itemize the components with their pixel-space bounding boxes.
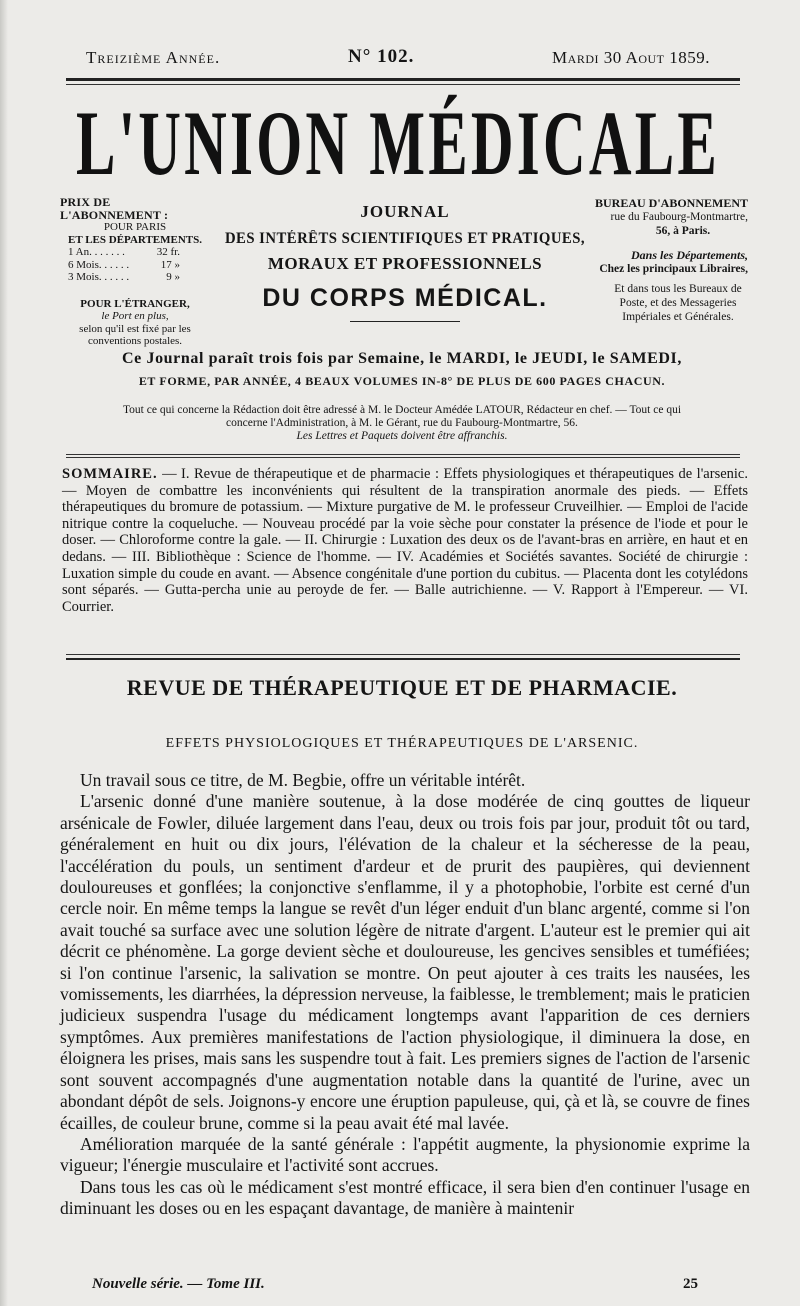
price-value: 17 » bbox=[160, 258, 180, 271]
editorial-notice bbox=[60, 404, 744, 443]
office-booksellers: Chez les principaux Libraires, bbox=[599, 263, 748, 275]
article-title: EFFETS PHYSIOLOGIQUES ET THÉRAPEUTIQUES DE L'ARSENIC. bbox=[165, 736, 639, 751]
journal-label: JOURNAL bbox=[360, 202, 450, 221]
page-edge-shadow bbox=[0, 0, 8, 1306]
notice-line: Ce Journal paraît trois fois par Semaine, le MARDI, le JEUDI, le SAMEDI, bbox=[122, 350, 682, 367]
foreign-note: conventions postales. bbox=[87, 335, 183, 347]
top-rule-thin bbox=[66, 84, 740, 85]
price-label: 3 Mois. . . . . . bbox=[68, 271, 130, 283]
summary-label: SOMMAIRE. bbox=[62, 466, 158, 482]
page-number: 25 bbox=[683, 1276, 698, 1292]
foreign-title: POUR L'ÉTRANGER, bbox=[80, 297, 190, 310]
series-label: Nouvelle série. — Tome III. bbox=[92, 1276, 265, 1292]
office-depts: Dans les Départements, bbox=[631, 248, 748, 262]
summary-text: — I. Revue de thérapeutique et de pharmacie : Effets physiologiques et thérapeutiques de l'arsenic. — Moyen de combattre les inconvénients qui résultent de la transpiration anormale des pieds. — Effets thérapeutiques du bromure de potassium. — Mixture purgative de M. le professeur Cruveilhier. — Emploi de l'acide nitrique contre la coqueluche. — Nouveau procédé par la voie sèche pour constater la présence de l'iode et pour le doser. — Chloroforme contre la gale. — II. Chirurgie : Luxation des deux os de l'avant-bras en arrière, en haut et en dedans. — III. Bibliothèque : Science de l'homme. — IV. Académies et Sociétés savantes. Société de chirurgie : Luxation simple du coude en avant. — Absence congénitale d'une portion du cubitus. — Placenta dont les cotylédons sont séparés. — Gutta-percha unie au peroyde de fer. — Balle autrichienne. — V. Rapport à l'Empereur. — VI. Courrier. bbox=[62, 466, 748, 615]
office-box bbox=[578, 196, 748, 324]
section-title: REVUE DE THÉRAPEUTIQUE ET DE PHARMACIE. bbox=[126, 675, 678, 700]
price-row bbox=[60, 271, 210, 284]
top-rule bbox=[66, 78, 740, 81]
issue-line bbox=[86, 44, 710, 72]
price-value: 32 fr. bbox=[156, 246, 180, 258]
subscription-title: PRIX DE L'ABONNEMENT : bbox=[60, 195, 169, 222]
issue-number: N° 102. bbox=[348, 46, 415, 67]
price-row bbox=[60, 246, 210, 259]
publication-notice bbox=[60, 350, 744, 389]
article-body bbox=[60, 770, 750, 1220]
foreign-note: le Port en plus, bbox=[101, 310, 169, 322]
paragraph: Un travail sous ce titre, de M. Begbie, offre un véritable intérêt. bbox=[80, 770, 526, 790]
subscription-depts: ET LES DÉPARTEMENTS. bbox=[68, 233, 202, 246]
notice-line: concerne l'Administration, à M. le Gérant, rue du Faubourg-Montmartre, 56. bbox=[226, 417, 578, 429]
office-post: Poste, et des Messageries bbox=[619, 297, 737, 309]
paragraph: L'arsenic donné d'une manière soutenue, à la dose modérée de cinq gouttes de liqueur arsénicale de Fowler, diluée largement dans l'eau, deux ou trois fois par jour, produit tôt ou tard, généralement en huit ou dix jours, l'élévation de la chaleur et la sécheresse de la peau, l'accélération du pouls, un sentiment d'ardeur et de prurit des paupières, qui deviennent douloureuses et gonflées; la conjonctive s'enflamme, il y a photophobie, l'orbite est cerné d'un cercle noir. En même temps la langue se revêt d'un léger enduit d'un blanc argenté, comme si l'on avait touché sa surface avec une solution légère de nitrate d'argent. L'auteur est le premier qui ait décrit ce phénomène. La gorge devient sèche et douloureuse, les gencives sensibles et tuméfiées; si l'on continue l'arsenic, la salivation se montre. On peut ajouter à ces traits les nausées, les vomissements, les diarrhées, la dépression nerveuse, la faiblesse, le tremblement; mais le praticien judicieux suspendra l'usage du médicament longtemps avant l'apparition de ces derniers symptômes. Aux premières manifestations de l'action physiologique, il diminuera la dose, en éloignera les prises, mais sans les suspendre tout à fait. Les premiers signes de l'action de l'arsenic sont souvent accompagnés d'une augmentation notable dans la quantité de l'urine, avec un abondant dépôt de sels. Joignons-y encore une éruption papuleuse, qui, çà et là, se couvre de fines écailles, de couleur brune, comme si la peau avait été mal lavée. bbox=[60, 791, 750, 1133]
masthead-title: L'UNION MÉDICALE bbox=[76, 92, 720, 194]
notice-line: Les Lettres et Paquets doivent être affranchis. bbox=[296, 430, 508, 442]
office-post: Et dans tous les Bureaux de bbox=[614, 283, 742, 295]
notice-line: Tout ce qui concerne la Rédaction doit être adressé à M. le Docteur Amédée LATOUR, Rédacteur en chef. — Tout ce qui bbox=[122, 404, 682, 416]
subscription-box bbox=[60, 196, 210, 348]
journal-line: DU CORPS MÉDICAL. bbox=[262, 284, 548, 312]
price-value: 9 » bbox=[166, 271, 180, 283]
office-address: 56, à Paris. bbox=[655, 225, 711, 237]
office-title: BUREAU D'ABONNEMENT bbox=[594, 196, 748, 210]
journal-subtitle bbox=[215, 196, 595, 322]
price-label: 6 Mois. . . . . . bbox=[68, 258, 130, 271]
subscription-paris: POUR PARIS bbox=[103, 221, 167, 233]
paragraph: Amélioration marquée de la santé générale : l'appétit augmente, la physionomie exprime la vigueur; l'énergie musculaire et l'activité sont accrues. bbox=[60, 1133, 750, 1176]
price-row bbox=[60, 259, 210, 272]
edition-year: Treizième Année. bbox=[86, 48, 221, 67]
journal-line: DES INTÉRÊTS SCIENTIFIQUES ET PRATIQUES, bbox=[224, 230, 586, 247]
section-rule bbox=[66, 654, 740, 655]
paragraph: Dans tous les cas où le médicament s'est montré efficace, il sera bien d'en continuer l'usage en diminuant les doses ou en les espaçant davantage, de manière à maintenir bbox=[60, 1176, 750, 1219]
journal-line: MORAUX ET PROFESSIONNELS bbox=[267, 254, 543, 273]
notice-line: ET FORME, PAR ANNÉE, 4 BEAUX VOLUMES IN-8° DE PLUS DE 600 PAGES CHACUN. bbox=[138, 374, 666, 388]
issue-date: Mardi 30 Aout 1859. bbox=[552, 48, 710, 67]
summary-rule bbox=[66, 457, 740, 458]
divider bbox=[350, 321, 460, 322]
office-post: Impériales et Générales. bbox=[622, 311, 734, 323]
summary-rule bbox=[66, 454, 740, 455]
price-label: 1 An. . . . . . . bbox=[68, 246, 125, 258]
foreign-note: selon qu'il est fixé par les bbox=[79, 322, 191, 335]
office-address: rue du Faubourg-Montmartre, bbox=[610, 211, 748, 223]
table-of-contents bbox=[62, 466, 748, 615]
section-rule bbox=[66, 658, 740, 660]
page-footer bbox=[92, 1276, 698, 1293]
